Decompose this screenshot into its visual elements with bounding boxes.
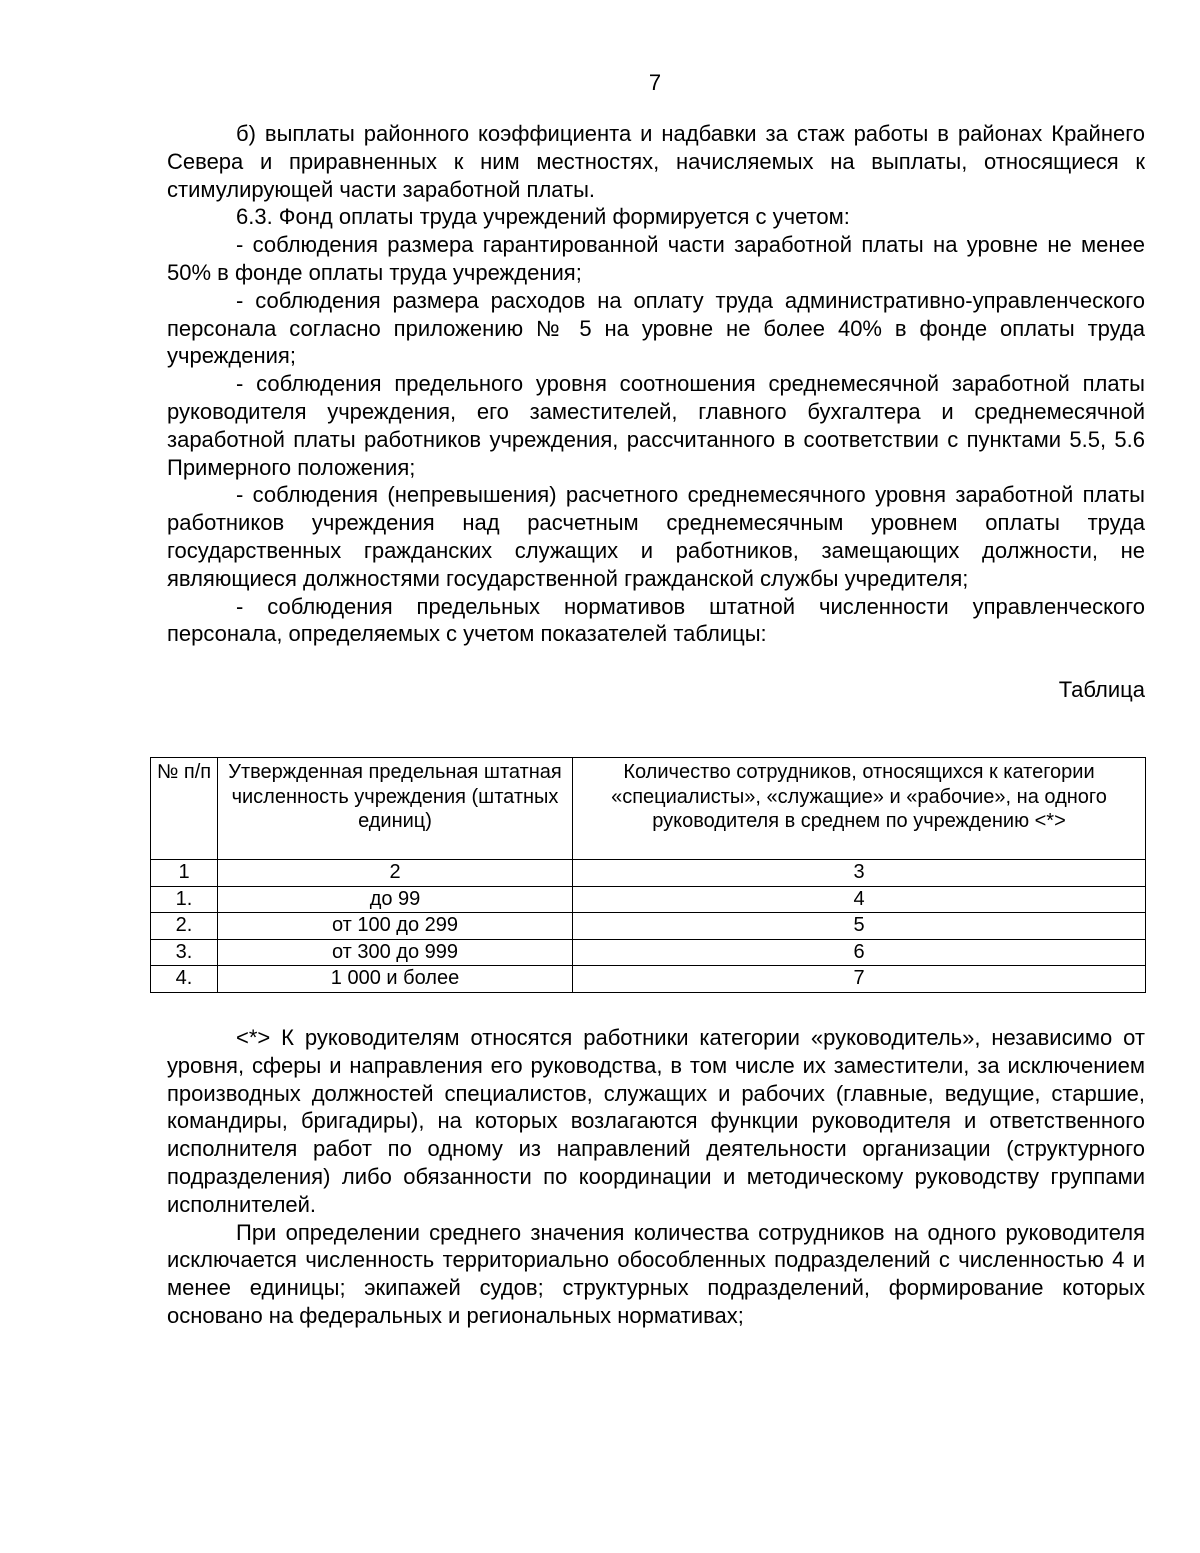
table-cell: 4 (573, 886, 1146, 913)
table-cell: 6 (573, 939, 1146, 966)
table-cell: 1. (151, 886, 218, 913)
paragraph-staff-norms: - соблюдения предельных нормативов штатной численности управленческого персонала, определяемых с учетом показателей таблицы: (167, 593, 1145, 647)
table-row (151, 886, 1146, 913)
paragraph-salary-ratio: - соблюдения предельного уровня соотношения среднемесячной заработной платы руководителя учреждения, его заместителей, главного бухгалтера и среднемесячной заработной платы работников учреждения, рассчитанного в соответствии с пунктами 5.5, 5.6 Примерного положения; (167, 371, 1145, 480)
table-row (151, 860, 1146, 887)
table-cell: 7 (573, 966, 1146, 993)
header-employees-per-manager: Количество сотрудников, относящихся к категории «специалисты», «служащие» и «рабочие», на одного руководителя в среднем по учреждению <*> (573, 758, 1146, 860)
table-caption: Таблица (1058, 677, 1145, 703)
paragraph-admin-expenses: - соблюдения размера расходов на оплату труда административно-управленческого персонала согласно приложению № 5 на уровне не более 40% в фонде оплаты труда учреждения; (167, 287, 1145, 369)
paragraph-6-3: 6.3. Фонд оплаты труда учреждений формируется с учетом: (236, 204, 850, 230)
main-text (167, 120, 1145, 704)
table-cell: от 100 до 299 (218, 913, 573, 940)
table-cell: 4. (151, 966, 218, 993)
paragraph-average-calculation: При определении среднего значения количества сотрудников на одного руководителя исключается численность территориально обособленных подразделений с численностью 4 и менее единицы; экипажей судов; структурных подразделений, формирование которых основано на федеральных и региональных нормативах; (167, 1219, 1145, 1328)
table-cell: 1 (151, 860, 218, 887)
table-cell: 2 (218, 860, 573, 887)
table-cell: от 300 до 999 (218, 939, 573, 966)
header-number: № п/п (151, 758, 218, 860)
table-cell: 1 000 и более (218, 966, 573, 993)
table-cell: до 99 (218, 886, 573, 913)
table-row (151, 913, 1146, 940)
footnote-managers: <*> К руководителям относятся работники категории «руководитель», независимо от уровня, сферы и направления его руководства, в том числе их заместители, за исключением производных должностей специалистов, служащих и рабочих (главные, ведущие, старшие, командиры, бригадиры), на которых возлагаются функции руководителя и ответственного исполнителя работ по одному из направлений деятельности организации (структурного подразделения) либо обязанности по координации и методическому руководству группами исполнителей. (167, 1025, 1145, 1217)
paragraph-salary-level: - соблюдения (непревышения) расчетного среднемесячного уровня заработной платы работников учреждения над расчетным среднемесячным уровнем оплаты труда государственных гражданских служащих и работников, замещающих должности, не являющиеся должностями государственной гражданской службы учредителя; (167, 482, 1145, 591)
staff-norms-table (150, 757, 1146, 993)
table-cell: 3. (151, 939, 218, 966)
table-cell: 5 (573, 913, 1146, 940)
table-row (151, 966, 1146, 993)
page-number: 7 (648, 70, 662, 95)
table-header-row (151, 758, 1146, 860)
table-row (151, 939, 1146, 966)
table-cell: 2. (151, 913, 218, 940)
table-cell: 3 (573, 860, 1146, 887)
paragraph-guaranteed-part: - соблюдения размера гарантированной части заработной платы на уровне не менее 50% в фонде оплаты труда учреждения; (167, 232, 1145, 285)
header-staff-limit: Утвержденная предельная штатная численность учреждения (штатных единиц) (218, 758, 573, 860)
paragraph-payments-north: б) выплаты районного коэффициента и надбавки за стаж работы в районах Крайнего Севера и приравненных к ним местностях, начисляемых на выплаты, относящиеся к стимулирующей части заработной платы. (167, 121, 1145, 202)
footnote-block (167, 1024, 1145, 1330)
